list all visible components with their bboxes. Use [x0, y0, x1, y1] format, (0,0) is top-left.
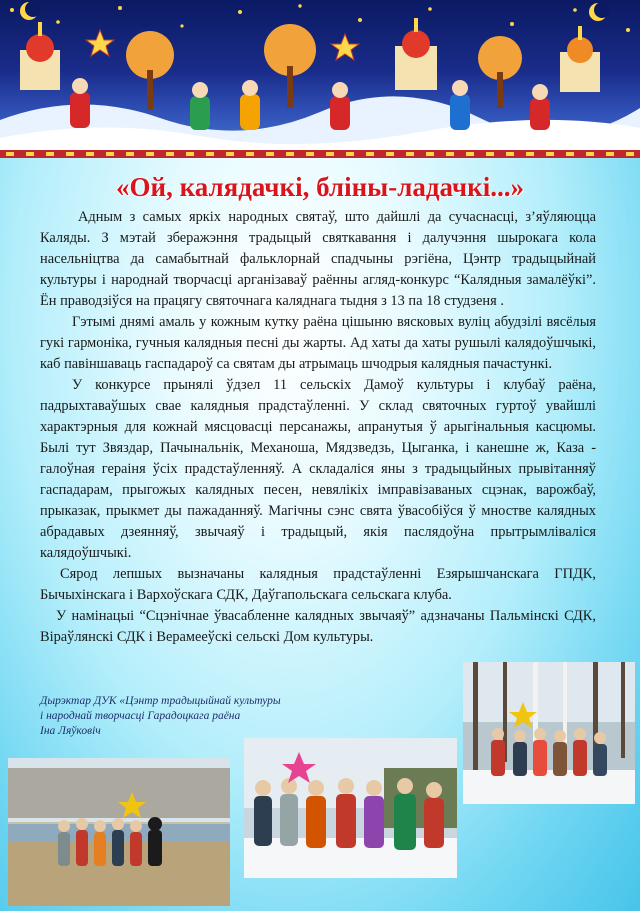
article-paragraph: Сярод лепшых вызначаны калядныя прадстаўленні Езярышчанскага ГПДК, Бычыхінскага і Вархоўскага СДК, Даўгапольскага сельскага клуба.: [40, 566, 596, 603]
photo-carolers-river: [8, 758, 230, 906]
folk-art-banner: [0, 0, 640, 158]
article-paragraph: Гэтымі днямі амаль у кожным кутку раёна цішыню вясковых вуліц абудзілі вясёлыя гукі гармоніка, гучныя калядныя песні ды жарты. Ад хаты да хаты рушылі калядоўшчыкі, каб павіншаваць гаспадароў са святам ды атрымаць шчодрыя калядныя пачастункі.: [40, 314, 596, 372]
signature-line: Дырэктар ДУК «Цэнтр традыцыйнай культуры: [40, 695, 281, 707]
photo-carolers-accordion: [244, 738, 457, 878]
article-paragraph: У конкурсе прынялі ўдзел 11 сельскіх Дамоў культуры і клубаў раёна, падрыхтаваўшых свае калядныя прадстаўленні. У склад святочных гуртоў увайшлі характэрныя для кожнай мясцовасці персанажы, апранутыя ў арыгінальныя касцюмы. Былі тут Звяздар, Пачынальнік, Механоша, Мядзведзь, Цыганка, і канешне ж, Каза - галоўная гераіня ўсіх прадстаўленняў. А складаліся яны з традыцыйных прывітанняў гаспадарам, прыгожых калядных песен, невялікіх імправізаваных сцэнак, варожбаў, прыказак, прыкмет ды пажаданняў. Магічны сэнс свята ўвасобіўся ў мностве калядных абрадавых дзеянняў, звычаяў і традыцый, якія паслядоўна прытрымліваліся калядоўшчыкі.: [40, 377, 596, 561]
article-paragraph: Адным з самых яркіх народных святаў, што дайшлі да сучаснасці, з’яўляюцца Каляды. З мэтай зберажэння традыцый святкавання і далучэння шырокага кола насельніцтва да самабытнай фальклорнай спадчыны рэгіёна, Цэнтр традыцыйнай культуры і народнай творчасці арганізаваў раённы агляд-конкурс “Калядныя замалёўкі”. Ён праводзіўся на працягу святочнага каляднага тыдня з 13 па 18 студзеня .: [40, 209, 596, 309]
article-body: [40, 207, 596, 648]
header-banner-illustration: [0, 0, 640, 158]
article-title: «Ой, калядачкі, бліны-ладачкі...»: [116, 172, 524, 202]
signature-author-name: Іна Ляўковіч: [40, 725, 101, 737]
signature-line: і народнай творчасці Гарадоцкага раёна: [40, 710, 241, 722]
article-paragraph: У намінацыі “Сцэнічнае ўвасабленне калядных звычаяў” адзначаны Пальмінскі СДК, Віраўлянскі СДК і Верамееўскі сельскі Дом культуры.: [40, 608, 596, 645]
author-signature: [40, 694, 380, 739]
photo-carolers-forest: [463, 662, 635, 804]
